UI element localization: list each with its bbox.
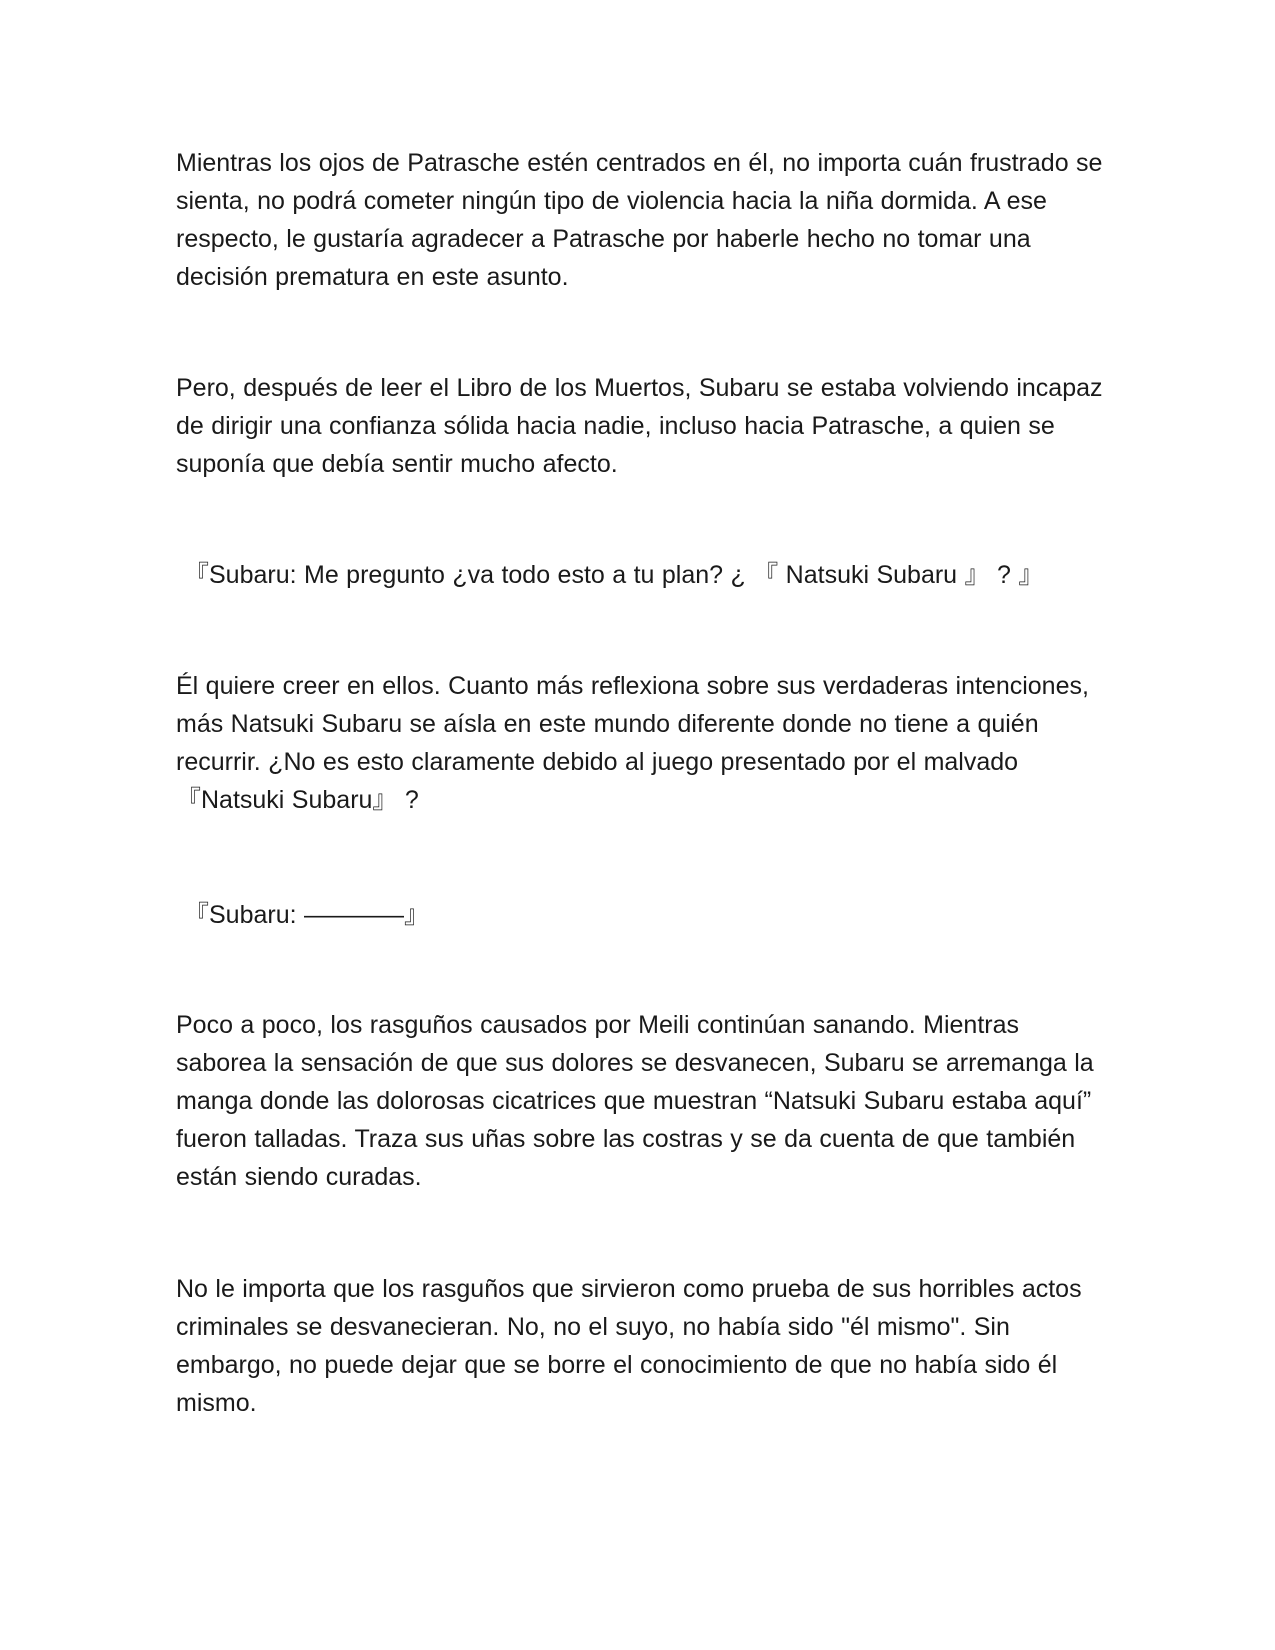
paragraph-scratches-healing: Poco a poco, los rasguños causados por Meili continúan sanando. Mientras saborea la sensación de que sus dolores se desvanecen, Subaru se arremanga la manga donde las dolorosas cicatrices que muestran “Natsuki Subaru estaba aquí” fueron talladas. Traza sus uñas sobre las costras y se da cuenta de que también están siendo curadas.: [176, 1011, 1094, 1191]
paragraph-book-of-dead: Pero, después de leer el Libro de los Muertos, Subaru se estaba volviendo incapaz de dirigir una confianza sólida hacia nadie, incluso hacia Patrasche, a quien se suponía que debía sentir mucho afecto.: [176, 374, 1103, 478]
paragraph-wants-to-believe: Él quiere creer en ellos. Cuanto más reflexiona sobre sus verdaderas intenciones, más Natsuki Subaru se aísla en este mundo diferente donde no tiene a quién recurrir. ¿No es esto claramente debido al juego presentado por el malvado 『Natsuki Subaru』 ?: [176, 672, 1089, 814]
dialogue-subaru-question: 『Subaru: Me pregunto ¿va todo esto a tu plan? ¿ 『 Natsuki Subaru 』 ? 』: [184, 561, 1044, 589]
paragraph-patrasche-watching: Mientras los ojos de Patrasche estén centrados en él, no importa cuán frustrado se sienta, no podrá cometer ningún tipo de violencia hacia la niña dormida. A ese respecto, le gustaría agradecer a Patrasche por haberle hecho no tomar una decisión prematura en este asunto.: [176, 149, 1103, 291]
dialogue-subaru-silence: 『Subaru: ————』: [184, 901, 430, 929]
paragraph-not-himself: No le importa que los rasguños que sirvieron como prueba de sus horribles actos criminales se desvanecieran. No, no el suyo, no había sido "él mismo". Sin embargo, no puede dejar que se borre el conocimiento de que no había sido él mismo.: [176, 1275, 1082, 1417]
